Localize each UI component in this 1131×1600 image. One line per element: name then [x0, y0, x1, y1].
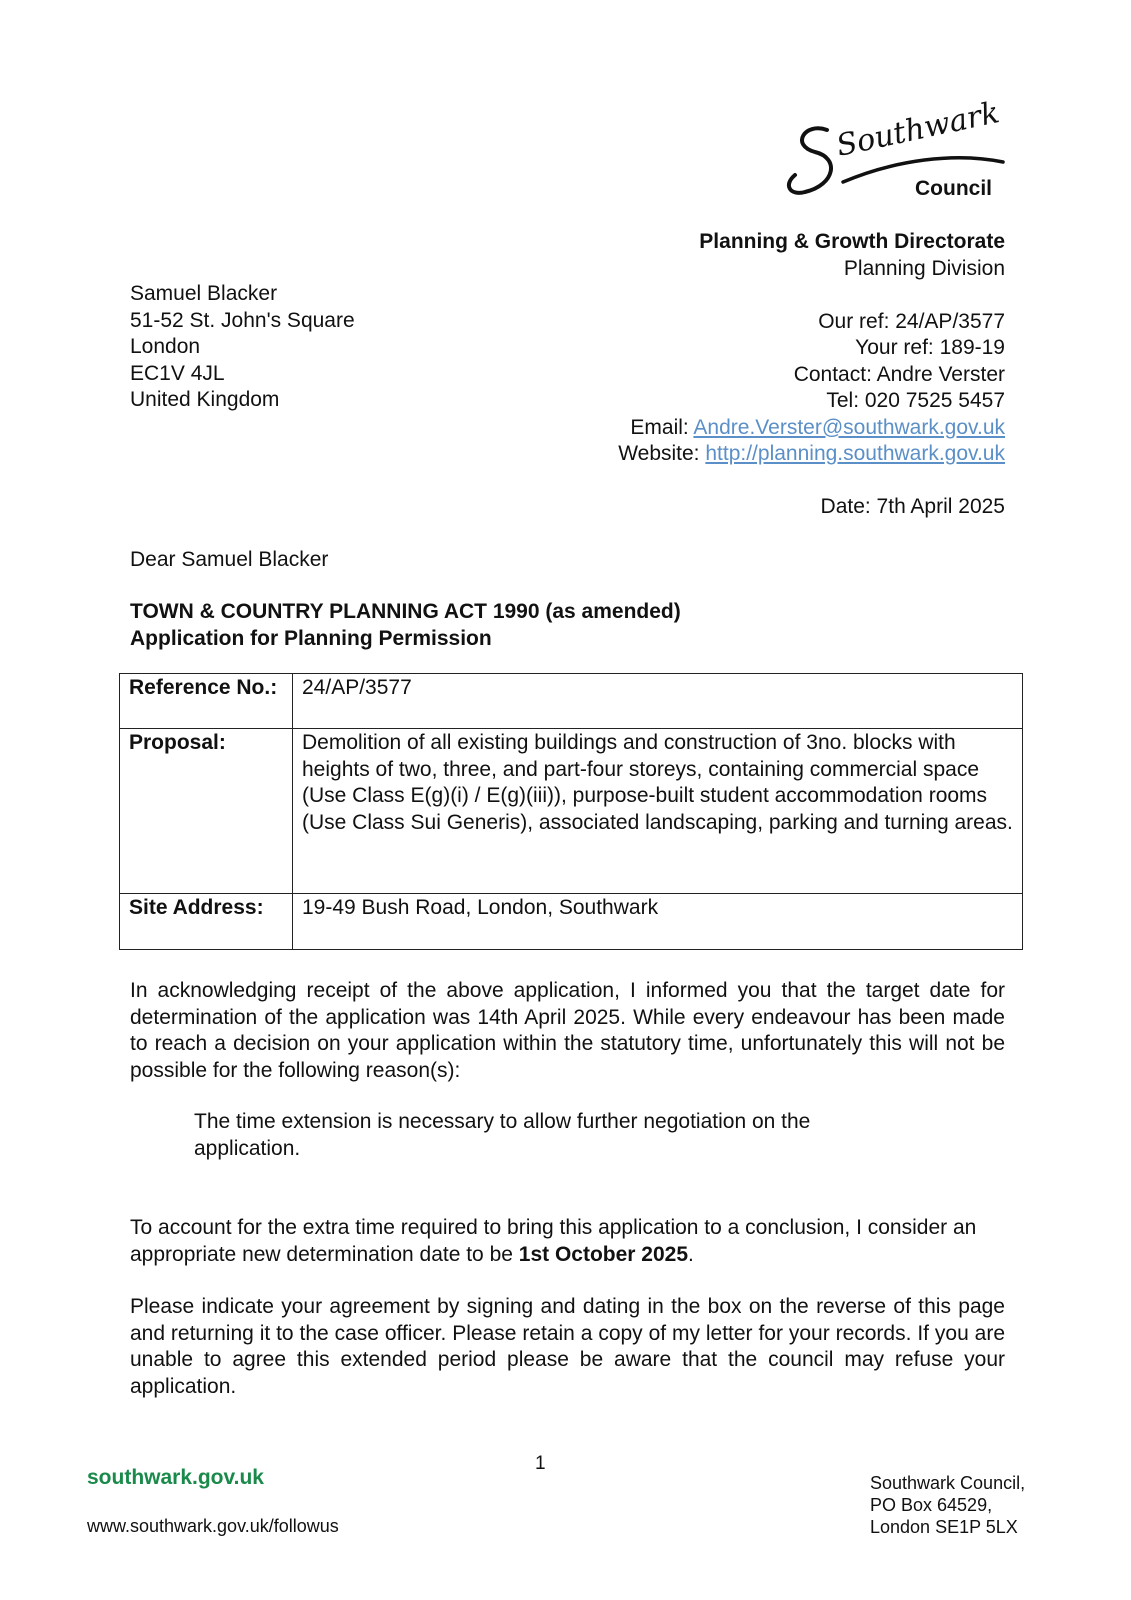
our-ref: Our ref: 24/AP/3577	[818, 309, 1005, 333]
recipient-address	[130, 281, 355, 414]
address-line: London SE1P 5LX	[870, 1517, 1018, 1537]
recipient-line: EC1V 4JL	[130, 361, 225, 385]
body-paragraph-2	[130, 1215, 1005, 1268]
body-paragraph-1: In acknowledging receipt of the above application, I informed you that the target date for determination of the application was 14th April 2025. While every endeavour has been made to reach a decision on your application within the statutory time, unfortunately this will not be possible for the following reason(s):	[130, 979, 1005, 1082]
body-paragraph-3: Please indicate your agreement by signing and dating in the box on the reverse of this page and returning it to the case officer. Please retain a copy of my letter for your records. If you are unable to agree this extended period please be aware that the council may refuse your application.	[130, 1295, 1005, 1398]
footer-followus[interactable]: www.southwark.gov.uk/followus	[87, 1516, 339, 1536]
division: Planning Division	[843, 256, 1005, 280]
row-value: 24/AP/3577	[293, 674, 1023, 729]
contact: Contact: Andre Verster	[793, 362, 1005, 386]
extension-reason: The time extension is necessary to allow further negotiation on the application.	[194, 1110, 811, 1160]
recipient-line: London	[130, 335, 201, 358]
sender-block	[618, 229, 1005, 521]
row-value: 19-49 Bush Road, London, Southwark	[293, 894, 1023, 950]
letter-heading	[130, 599, 681, 652]
email-line	[618, 415, 1005, 442]
page-number: 1	[535, 1453, 546, 1474]
table-row	[120, 729, 1023, 894]
footer-website[interactable]: southwark.gov.uk	[87, 1466, 264, 1489]
svg-text:Southwark: Southwark	[833, 100, 1003, 164]
address-line: Southwark Council,	[870, 1473, 1026, 1493]
row-label: Proposal:	[120, 729, 293, 894]
new-determination-date: 1st October 2025	[518, 1242, 689, 1266]
southwark-logo-icon	[785, 100, 1010, 210]
recipient-line: Samuel Blacker	[130, 282, 278, 305]
p2-text: To account for the extra time required to bring this application to a conclusion, I consider an appropriate new determination date to be	[130, 1216, 977, 1266]
website-link[interactable]: http://planning.southwark.gov.uk	[705, 442, 1005, 465]
website-label: Website:	[618, 442, 706, 465]
act-title: TOWN & COUNTRY PLANNING ACT 1990 (as amended)	[130, 600, 681, 623]
directorate: Planning & Growth Directorate	[699, 230, 1005, 253]
row-value: Demolition of all existing buildings and construction of 3no. blocks with heights of two, three, and part-four storeys, containing commercial space (Use Class E(g)(i) / E(g)(iii)), purpose-built student accommodation rooms (Use Class Sui Generis), associated landscaping, parking and turning areas.	[293, 729, 1023, 894]
table-row	[120, 674, 1023, 729]
table-row	[120, 894, 1023, 950]
recipient-line: United Kingdom	[130, 388, 280, 411]
application-details-table	[119, 673, 1023, 950]
p2-end: .	[688, 1242, 694, 1266]
southwark-council-logo	[785, 100, 1010, 210]
tel: Tel: 020 7525 5457	[826, 389, 1005, 412]
your-ref: Your ref: 189-19	[855, 336, 1005, 359]
salutation: Dear Samuel Blacker	[130, 548, 329, 571]
email-link[interactable]: Andre.Verster@southwark.gov.uk	[693, 415, 1005, 439]
letter-date: Date: 7th April 2025	[820, 495, 1005, 518]
email-label: Email:	[630, 415, 694, 439]
footer-address	[870, 1472, 1025, 1538]
address-line: PO Box 64529,	[870, 1495, 993, 1515]
application-type: Application for Planning Permission	[130, 626, 492, 650]
website-line	[618, 441, 1005, 468]
svg-text:Council: Council	[915, 177, 992, 200]
row-label: Reference No.:	[120, 674, 293, 729]
row-label: Site Address:	[120, 894, 293, 950]
recipient-line: 51-52 St. John's Square	[130, 308, 355, 332]
